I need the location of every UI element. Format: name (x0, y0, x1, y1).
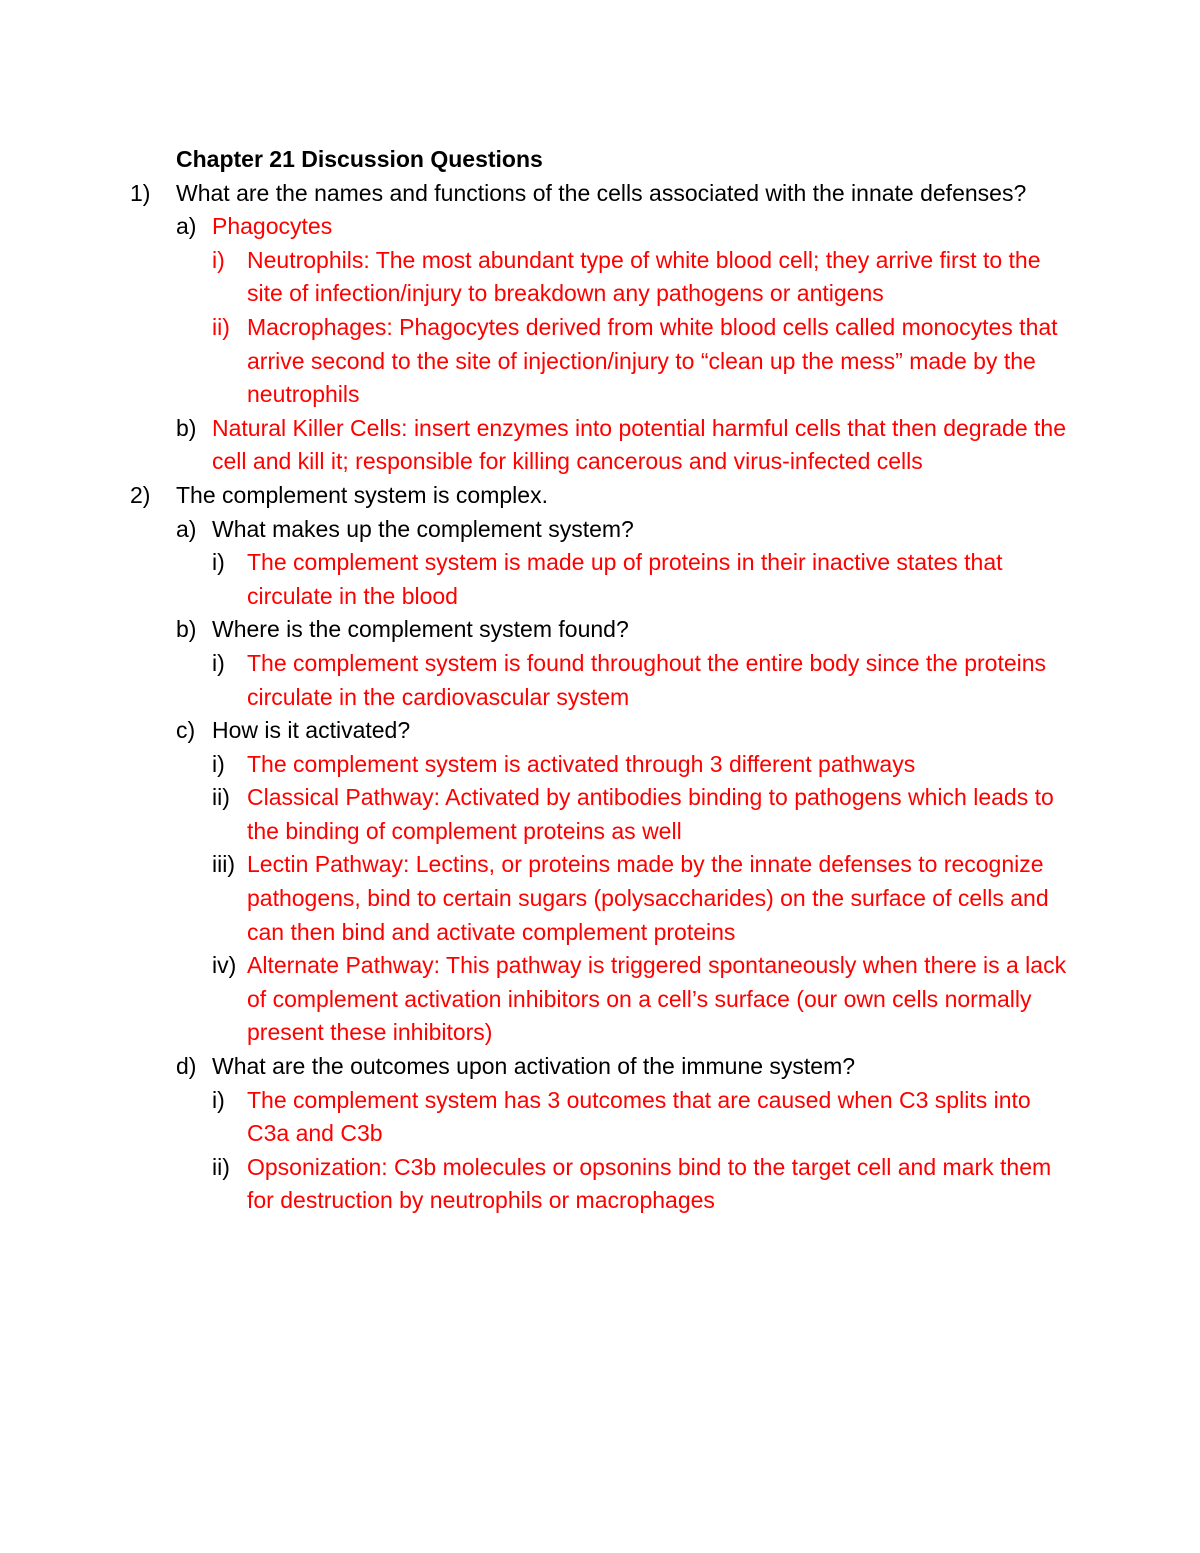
answer-numeral: i) (212, 549, 225, 576)
document-body (130, 143, 1070, 1218)
answer-numeral: ii) (212, 1153, 230, 1180)
answer-text: Alternate Pathway: This pathway is triggered spontaneously when there is a lack of complement activation inhibitors on a cell’s surface (our own cells normally present these inhibitors) (247, 952, 1067, 1046)
answer-1a-ii (212, 311, 1070, 412)
answer-2d-i (212, 1084, 1070, 1151)
answer-text: Lectin Pathway: Lectins, or proteins made by the innate defenses to recognize pathogens, bind to certain sugars (polysaccharides) on the surface of cells and can then bind and activate complement proteins (247, 851, 1049, 945)
answer-2c-ii (212, 781, 1070, 848)
question-2 (130, 479, 1070, 513)
answer-1a-i (212, 244, 1070, 311)
answer-numeral: ii) (212, 784, 230, 811)
subquestion-2c (176, 714, 1070, 748)
answer-2a-i (212, 546, 1070, 613)
answer-text: Opsonization: C3b molecules or opsonins bind to the target cell and mark them for destruction by neutrophils or macrophages (247, 1153, 1052, 1214)
question-number: 1) (130, 179, 151, 206)
answer-2c-iv (212, 949, 1070, 1050)
subquestion-letter: a) (176, 515, 197, 542)
question-number: 2) (130, 481, 151, 508)
answer-numeral: iv) (212, 952, 237, 979)
subquestion-letter: b) (176, 414, 197, 441)
subquestion-letter: a) (176, 213, 197, 240)
answer-2b-i (212, 647, 1070, 714)
subquestion-2a (176, 513, 1070, 547)
subquestion-text: Where is the complement system found? (212, 616, 629, 643)
answer-text: Classical Pathway: Activated by antibodies binding to pathogens which leads to the binding of complement proteins as well (247, 784, 1054, 844)
subquestion-2b (176, 613, 1070, 647)
question-1 (130, 177, 1070, 211)
subquestion-text: What are the outcomes upon activation of the immune system? (212, 1053, 856, 1080)
answer-numeral: i) (212, 1086, 225, 1113)
subquestion-text: How is it activated? (212, 717, 411, 744)
answer-text: Natural Killer Cells: insert enzymes into potential harmful cells that then degrade the cell and kill it; responsible for killing cancerous and virus-infected cells (212, 414, 1066, 475)
answer-2c-i (212, 748, 1070, 782)
subquestion-letter: c) (176, 717, 196, 744)
answer-text: Macrophages: Phagocytes derived from white blood cells called monocytes that arrive second to the site of injection/injury to “clean up the mess” made by the neutrophils (247, 313, 1058, 408)
answer-text: The complement system has 3 outcomes that are caused when C3 splits into C3a and C3b (247, 1086, 1031, 1147)
answer-text: Neutrophils: The most abundant type of white blood cell; they arrive first to the site of infection/injury to breakdown any pathogens or antigens (247, 246, 1041, 307)
subquestion-text: What makes up the complement system? (212, 515, 634, 542)
answer-numeral: iii) (212, 851, 235, 878)
answer-text: The complement system is activated through 3 different pathways (247, 750, 916, 777)
answer-2d-ii (212, 1151, 1070, 1218)
question-text: What are the names and functions of the cells associated with the innate defenses? (176, 179, 1027, 206)
answer-numeral: i) (212, 649, 225, 676)
answer-text: The complement system is found throughout the entire body since the proteins circulate in the cardiovascular system (247, 649, 1047, 710)
subquestion-letter: b) (176, 616, 197, 643)
answer-numeral: i) (212, 246, 225, 273)
page-title: Chapter 21 Discussion Questions (176, 146, 543, 172)
subquestion-1a (176, 210, 1070, 244)
subquestion-letter: d) (176, 1053, 197, 1080)
question-text: The complement system is complex. (176, 481, 548, 508)
answer-numeral: i) (212, 750, 225, 777)
answer-text: The complement system is made up of proteins in their inactive states that circulate in the blood (247, 549, 1003, 609)
answer-text: Phagocytes (212, 213, 333, 240)
answer-2c-iii (212, 848, 1070, 949)
subquestion-2d (176, 1050, 1070, 1084)
answer-numeral: ii) (212, 313, 230, 340)
subquestion-1b (176, 412, 1070, 479)
